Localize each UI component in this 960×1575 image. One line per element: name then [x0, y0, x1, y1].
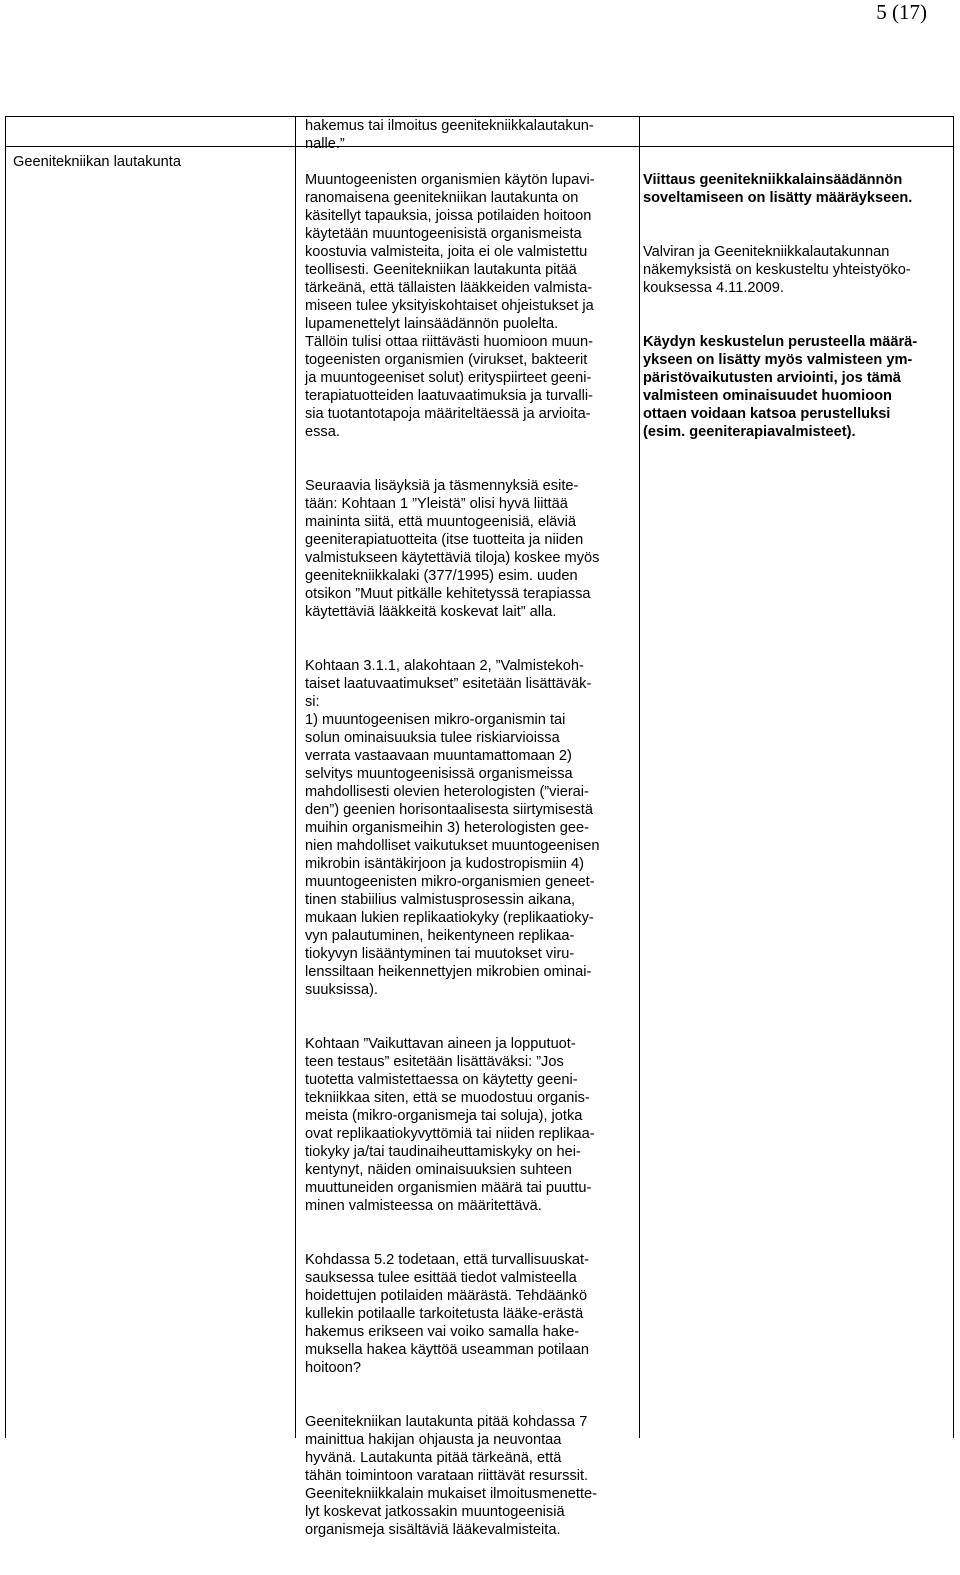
response-conclusion: Käydyn keskustelun perusteella määrä- ykseen on lisätty myös valmisteen ym- päristövaikutusten arviointi, jos tämä valmisteen ominaisuudet huomioon ottaen voidaan katsoa perustelluksi (esim. geeniterapiavalmisteet). — [643, 334, 918, 440]
comment-paragraph: Kohdassa 5.2 todetaan, että turvallisuuskat- sauksessa tulee esittää tiedot valmisteella hoidettujen potilaiden määrästä. Tehdäänkö kullekin potilaalle tarkoitetusta lääke-erästä hakemus erikseen vai voiko samalla hake- muksella hakea käyttöä useamman potilaan hoitoon? — [305, 1252, 589, 1376]
column-divider — [295, 117, 296, 1438]
response-heading: Viittaus geenitekniikkalainsäädännön soveltamiseen on lisätty määräykseen. — [643, 172, 913, 206]
previous-row-continuation: hakemus tai ilmoitus geenitekniikkalautakun- nalle.” — [305, 118, 594, 152]
comment-paragraph: Kohtaan 3.1.1, alakohtaan 2, ”Valmistekoh- taiset laatuvaatimukset” esitetään lisättäväk- si: 1) muuntogeenisen mikro-organismin tai solun ominaisuuksia tulee riskiarvioissa verrata vastaavaan muuntamattomaan 2) selvitys muuntogeenisissä organismeissa mahdollisesti olevien heterologisten (”vierai- den”) geenien horisontaalisesta siirtymisestä muihin organismeihin 3) heterologisten gee- nien mahdolliset vaikutukset muuntogeenisen mikrobin isäntäkirjoon ja kudostropismiin 4) muuntogeenisten mikro-organismien geneet- tinen stabiilius valmistusprosessin aikana, mukaan lukien replikaatiokyky (replikaatioky- vyn palautuminen, heikentyneen replikaa- tiokyvyn lisääntyminen tai muutokset viru- lenssiltaan heikennettyjen mikrobien ominai- suuksissa). — [305, 658, 600, 998]
comment-paragraph: Geenitekniikan lautakunta pitää kohdassa 7 mainittua hakijan ohjausta ja neuvontaa hyvänä. Lautakunta pitää tärkeänä, että tähän toimintoon varataan riittävät resurssit. Geenitekniikkalain mukaiset ilmoitusmenette- lyt koskevat jatkossakin muuntogeenisiä organismeja sisältäviä lääkevalmisteita. — [305, 1414, 598, 1538]
comment-paragraph: Kohtaan ”Vaikuttavan aineen ja lopputuot- teen testaus” esitetään lisättäväksi: ”Jos tuotetta valmistettaessa on käytetty geeni- tekniikkaa siten, että se muodostuu organis- meista (mikro-organismeja tai soluja), jotka ovat replikaatiokyvyttömiä tai niiden replikaa- tiokyky ja/tai taudinaiheuttamiskyky on hei- kentynyt, näiden ominaisuuksien suhteen muuttuneiden organismien määrä tai puuttu- minen valmisteessa on määritettävä. — [305, 1036, 595, 1214]
response-cell — [643, 153, 948, 477]
organization-cell: Geenitekniikan lautakunta — [13, 154, 181, 170]
page-number: 5 (17) — [876, 0, 927, 24]
response-note: Valviran ja Geenitekniikkalautakunnan näkemyksistä on keskusteltu yhteistyökо- kouksessa 4.11.2009. — [643, 244, 911, 296]
comments-table — [5, 116, 954, 1538]
comment-paragraph: Muuntogeenisten organismien käytön lupavi- ranomaisena geenitekniikan lautakunta on käsitellyt tapauksia, joissa potilaiden hoitoon käytetään muuntogeenisistä organismeista koostuvia valmisteita, joita ei ole valmistettu teollisesti. Geenitekniikan lautakunta pitää tärkeänä, että tällaisten lääkkeiden valmista- miseen tulee yksityiskohtaiset ohjeistukset ja lupamenettelyt lainsäädännön puolelta. Tällöin tulisi ottaa riittävästi huomioon muun- togeenisten organismien (virukset, bakteerit ja muuntogeeniset solut) erityspiirteet geeni- terapiatuotteiden laatuvaatimuksia ja turvalli- sia tuotantotapoja määriteltäessä ja arvioita- essa. — [305, 172, 595, 440]
comment-cell — [305, 153, 645, 1575]
comment-paragraph: Seuraavia lisäyksiä ja täsmennyksiä esite- tään: Kohtaan 1 ”Yleistä” olisi hyvä liittää maininta siitä, että muuntogeenisiä, eläviä geeniterapiatuotteita (itse tuotteita ja niiden valmistukseen käytettäviä tiloja) koskee myös geenitekniikkalaki (377/1995) esim. uuden otsikon ”Muut pitkälle kehitetyssä terapiassa käytettäviä lääkkeitä koskevat lait” alla. — [305, 478, 600, 620]
